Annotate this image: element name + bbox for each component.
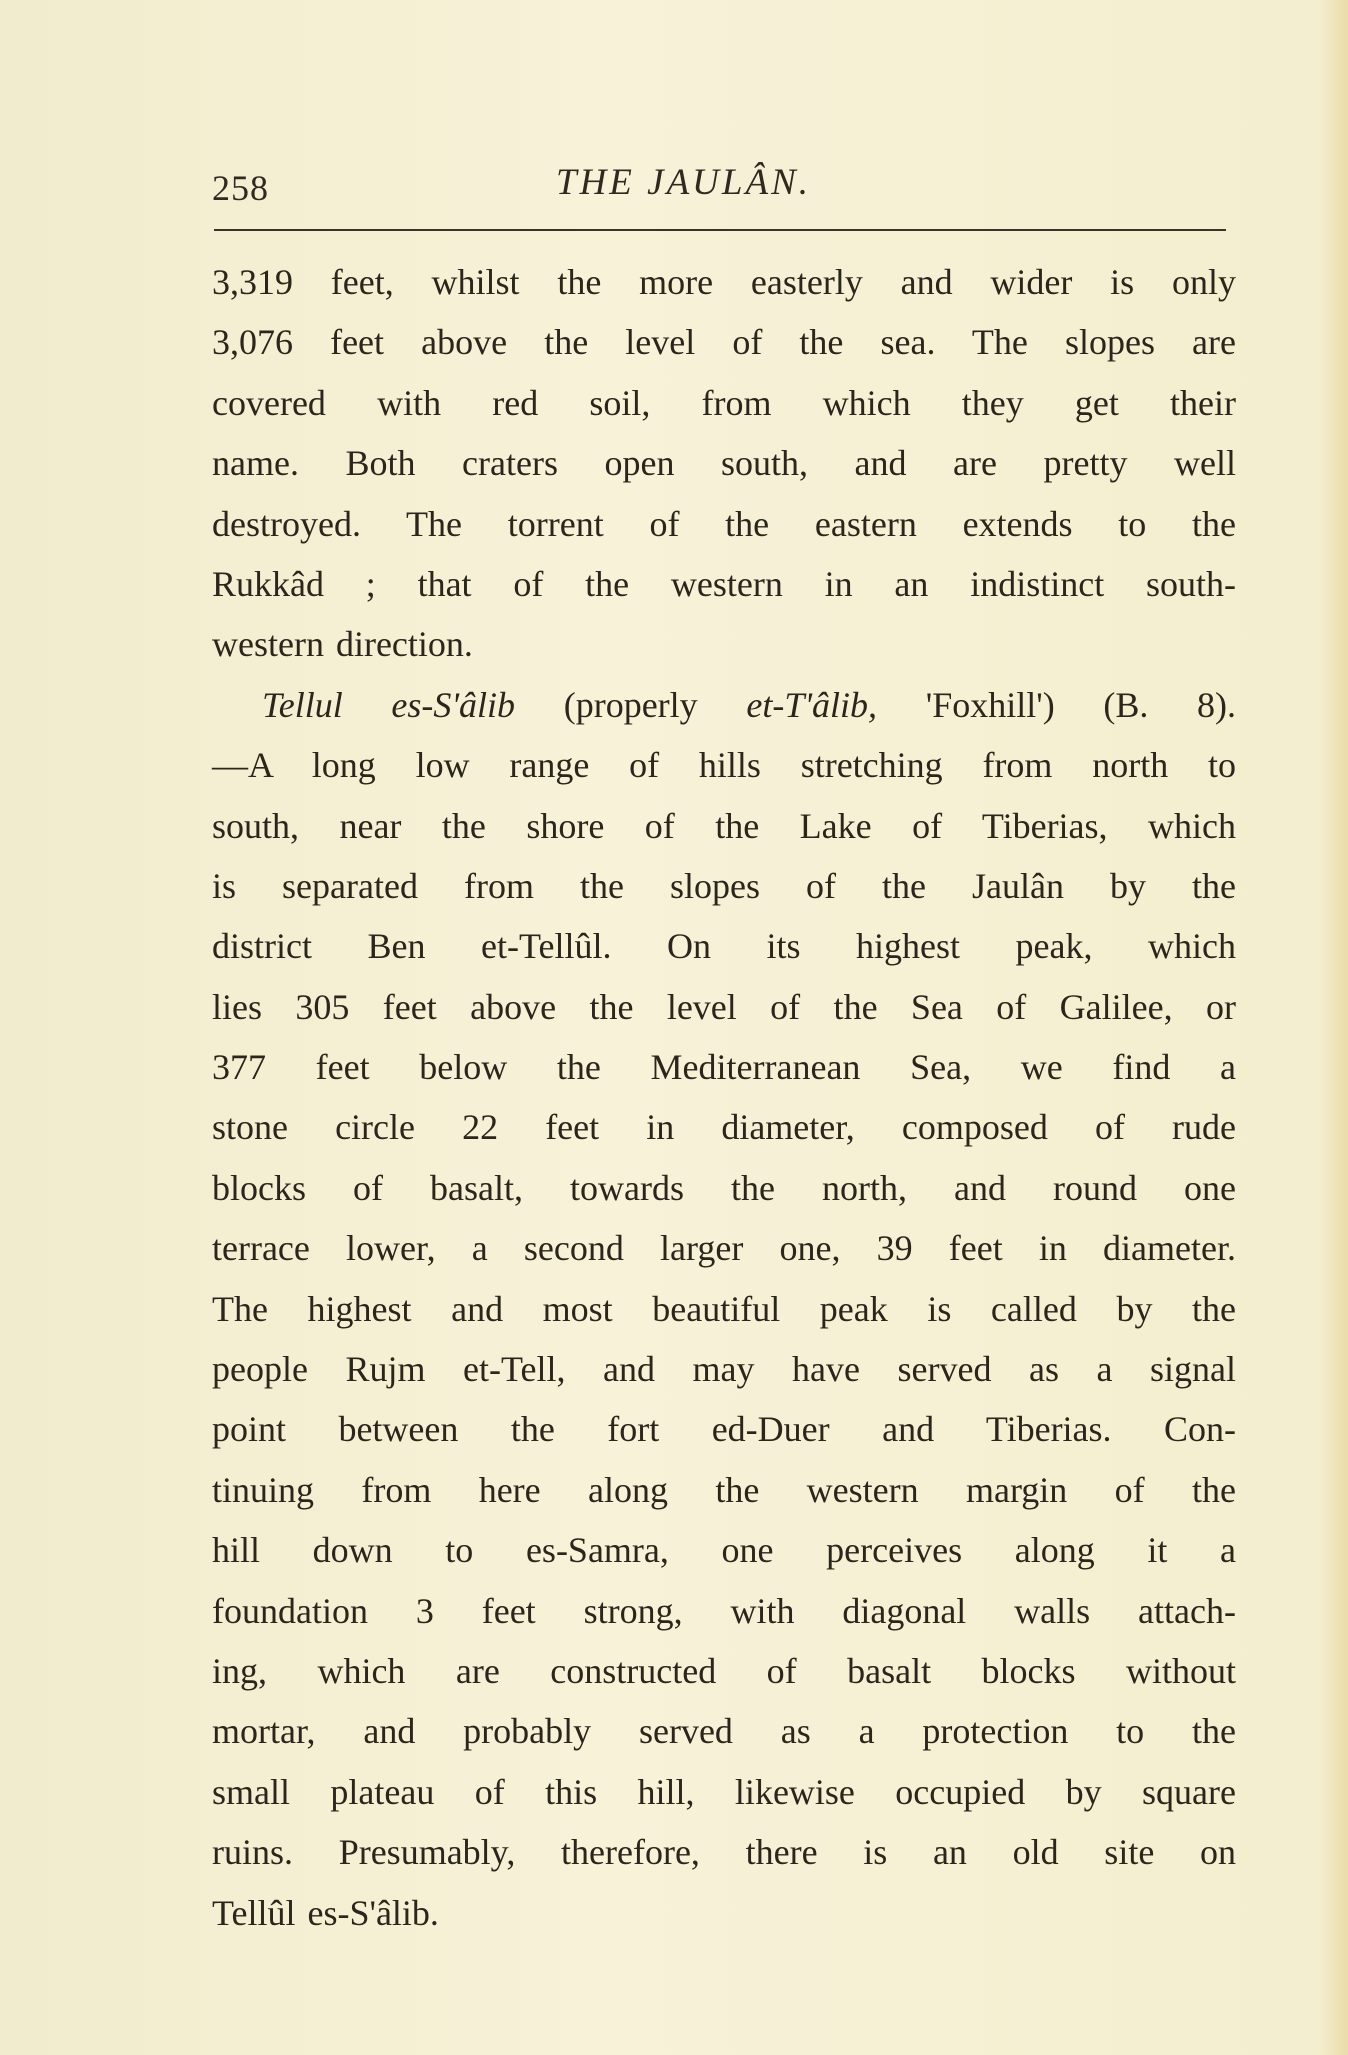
text-line: point between the fort ed-Duer and Tiberias. Con-	[212, 1409, 1236, 1450]
text-line: western direction.	[212, 624, 473, 665]
text-line: is separated from the slopes of the Jaulân by the	[212, 865, 1236, 906]
text-line: ing, which are constructed of basalt blocks without	[212, 1650, 1236, 1691]
text-line: blocks of basalt, towards the north, and round one	[212, 1167, 1236, 1208]
text-line: covered with red soil, from which they get their	[212, 382, 1236, 423]
text-line: tinuing from here along the western margin of the	[212, 1469, 1236, 1510]
text-line: ruins. Presumably, therefore, there is an old site on	[212, 1832, 1236, 1873]
running-head	[212, 155, 1232, 215]
text-line: Rukkâd ; that of the western in an indistinct south-	[212, 563, 1236, 604]
header-rule	[214, 229, 1226, 231]
text-line: district Ben et-Tellûl. On its highest peak, which	[212, 926, 1236, 967]
text-line: terrace lower, a second larger one, 39 feet in diameter.	[212, 1228, 1236, 1269]
text-line: destroyed. The torrent of the eastern extends to the	[212, 503, 1236, 544]
entry-paren: (properly	[563, 684, 698, 725]
text-line: mortar, and probably served as a protection to the	[212, 1711, 1236, 1752]
text-line: 3,319 feet, whilst the more easterly and wider is only	[212, 262, 1236, 302]
entry-term: Tellul es-S'âlib	[262, 684, 516, 725]
text-line: south, near the shore of the Lake of Tiberias, which	[212, 805, 1236, 846]
entry-gloss: 'Foxhill') (B. 8).	[925, 684, 1237, 725]
running-title: THE JAULÂN.	[556, 162, 811, 203]
page-edge-shade	[1318, 0, 1348, 2055]
entry-alt-term: et-T'âlib,	[746, 684, 878, 725]
entry-heading-line	[212, 675, 1236, 735]
text-line: stone circle 22 feet in diameter, composed of rude	[212, 1107, 1236, 1148]
text-line: small plateau of this hill, likewise occupied by square	[212, 1771, 1236, 1812]
page-number: 258	[212, 168, 269, 208]
text-line: people Rujm et-Tell, and may have served as a signal	[212, 1349, 1236, 1390]
text-line: foundation 3 feet strong, with diagonal walls attach-	[212, 1590, 1236, 1631]
text-line: —A long low range of hills stretching from north to	[212, 745, 1236, 786]
text-line: The highest and most beautiful peak is called by the	[212, 1288, 1236, 1329]
text-line: Tellûl es-S'âlib.	[212, 1892, 439, 1933]
body-text	[212, 252, 1236, 1943]
text-line: lies 305 feet above the level of the Sea of Galilee, or	[212, 986, 1236, 1027]
text-line: name. Both craters open south, and are pretty well	[212, 443, 1236, 484]
text-line: hill down to es-Samra, one perceives along it a	[212, 1530, 1236, 1571]
text-line: 3,076 feet above the level of the sea. The slopes are	[212, 322, 1236, 363]
text-line: 377 feet below the Mediterranean Sea, we find a	[212, 1047, 1236, 1088]
